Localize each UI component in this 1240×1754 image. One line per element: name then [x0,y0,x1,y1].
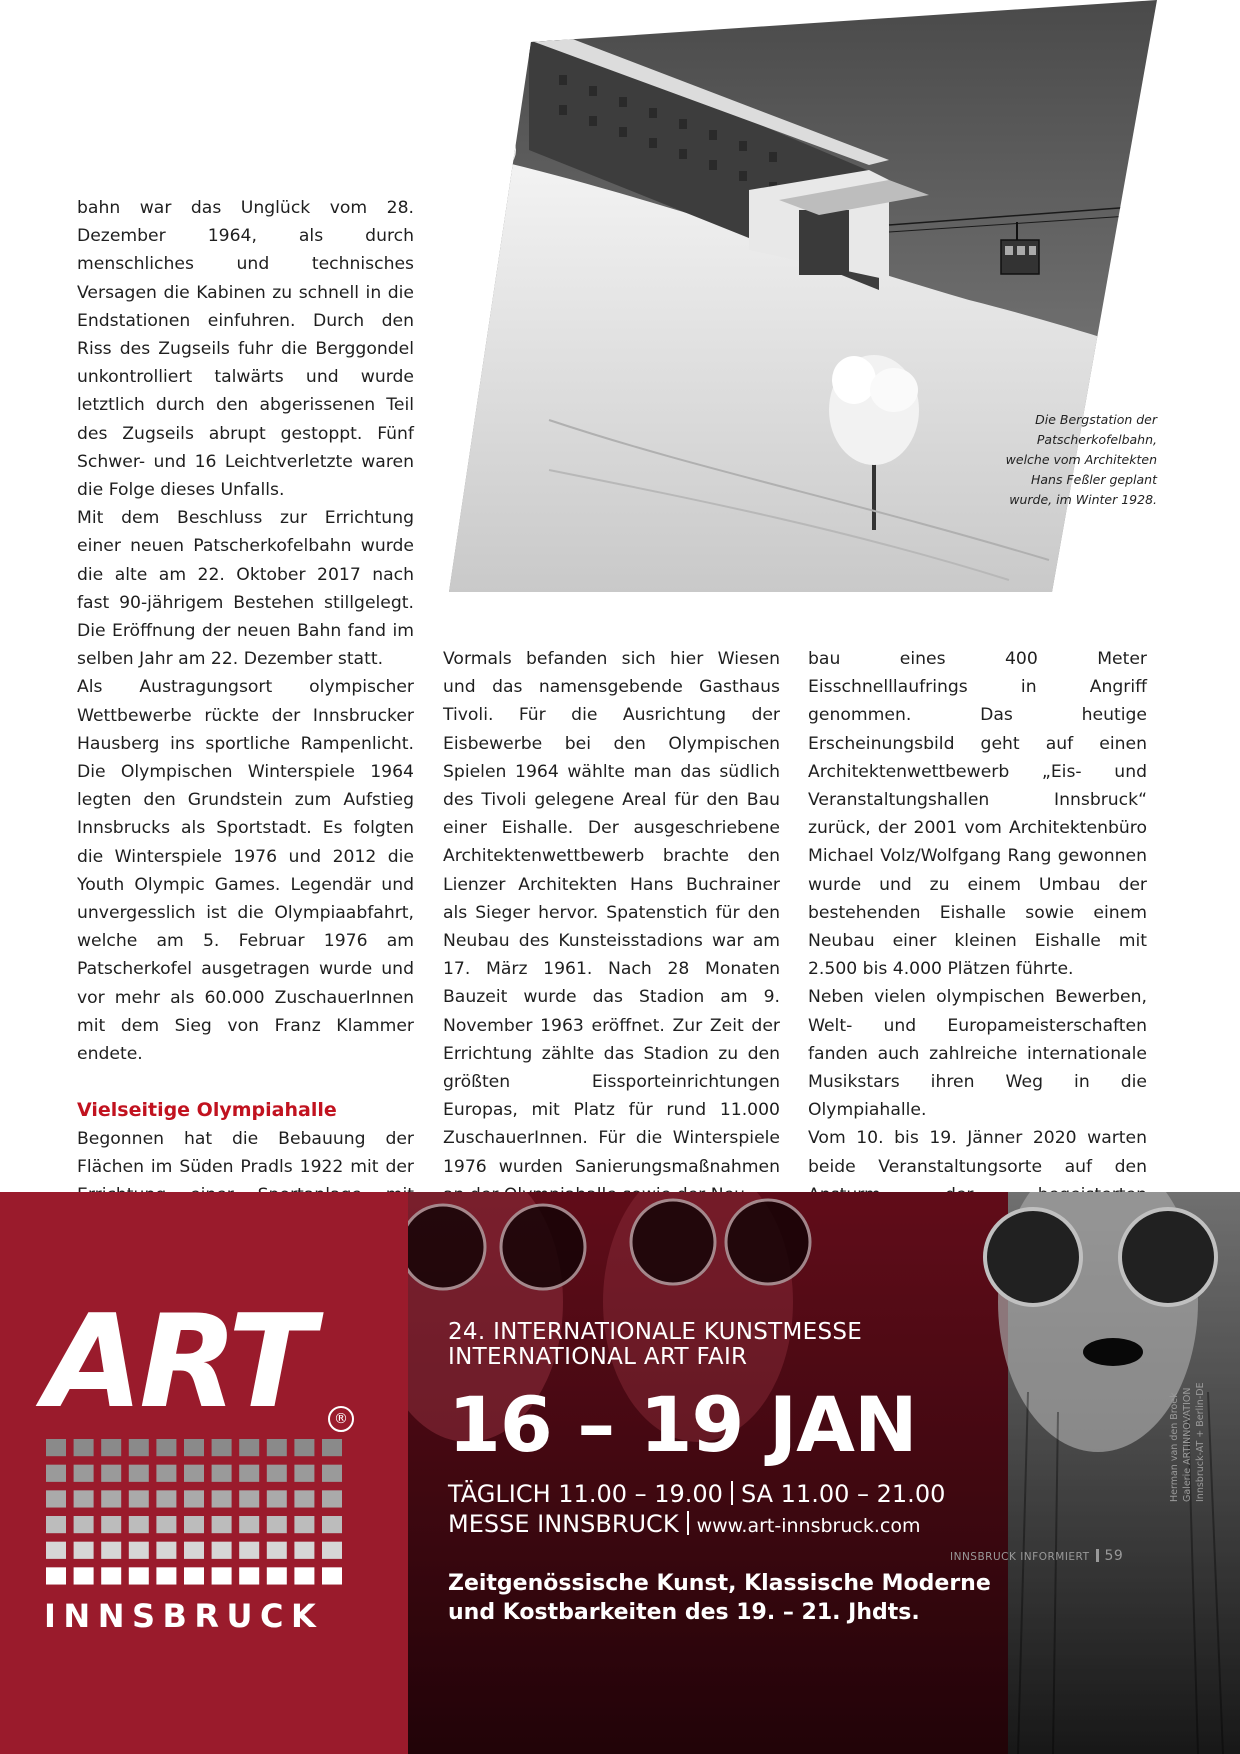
logo-grid-square [101,1516,121,1533]
logo-grid-square [267,1542,287,1559]
logo-grid-square [184,1567,204,1584]
credit-line: Galerie ARTINNOVATION [1182,1387,1193,1502]
logo-grid-square [184,1542,204,1559]
logo-grid-square [46,1490,66,1507]
logo-grid-square [156,1490,176,1507]
logo-grid-square [267,1490,287,1507]
paragraph: Als Austragungsort olympischer Wettbewerbe rückte der Innsbrucker Hausberg ins sportliche Rampenlicht. Die Olympischen Winterspiele 1964 legten den Grundstein zum Aufstieg Innsbrucks als Sportstadt. Es folgten die Winterspiele 1976 und 2012 die Youth Olympic Games. Legendär und unvergesslich ist die Olympiaabfahrt, welche am 5. Februar 1976 am Patscherkofel ausgetragen wurde und vor mehr als 60.000 ZuschauerInnen mit dem Sieg von Franz Klammer endete. [77,677,414,1065]
logo-grid-square [322,1465,342,1482]
logo-grid-square [74,1490,94,1507]
ad-venue-line [448,1509,920,1541]
logo-grid-square [74,1439,94,1456]
logo-grid-square [46,1567,66,1584]
logo-grid-square [74,1542,94,1559]
logo-city: INNSBRUCK [44,1597,324,1635]
logo-grid-square [267,1567,287,1584]
ad-background-photo [408,1192,1240,1754]
page-footer [950,1548,1123,1564]
logo-grid-square [294,1542,314,1559]
logo-grid-square [46,1542,66,1559]
logo-grid-square [129,1439,149,1456]
logo-grid-square [74,1465,94,1482]
logo-grid-square [46,1465,66,1482]
logo-grid-square [239,1439,259,1456]
logo-grid-square [129,1465,149,1482]
registered-mark: ® [328,1406,354,1432]
logo-wordmark: ART [44,1288,312,1437]
paragraph: Begonnen hat die Bebauung der Flächen im Süden Pradls 1922 mit der [77,1128,414,1177]
logo-grid-square [239,1567,259,1584]
logo-grid-square [212,1490,232,1507]
logo-grid-square [184,1490,204,1507]
logo-grid-square [129,1516,149,1533]
logo-grid-square [184,1465,204,1482]
logo-grid-square [156,1516,176,1533]
logo-grid-square [156,1567,176,1584]
article-column-3 [808,645,1147,1270]
logo-grid-square [184,1516,204,1533]
logo-grid-square [156,1465,176,1482]
logo-grid-square [322,1542,342,1559]
hours-daily: TÄGLICH 11.00 – 19.00 [448,1480,723,1508]
logo-grid-square [212,1439,232,1456]
divider [731,1481,733,1505]
ad-description-line-2: und Kostbarkeiten des 19. – 21. Jhdts. [448,1600,920,1625]
venue-name: MESSE INNSBRUCK [448,1510,679,1538]
paragraph: bau eines 400 Meter Eisschnelllaufrings in Angriff genommen. Das heutige Erscheinungsbild geht auf einen Architektenwettbewerb „Eis- und Veranstaltungshallen Innsbruck“ zurück, der 2001 vom Architektenbüro Michael Volz/Wolfgang Rang gewonnen wurde und zu einem Umbau der bestehenden Eishalle sowie einem Neubau einer kleinen Eishalle mit 2.500 bis 4.000 Plätzen führte. [808,649,1147,980]
logo-grid-square [322,1439,342,1456]
logo-grid-square [156,1439,176,1456]
section-heading: Vielseitige Olympiahalle [77,1099,337,1122]
logo-grid-square [322,1567,342,1584]
logo-grid-square [46,1516,66,1533]
paragraph-text: Vom 10. bis 19. Jänner 2020 warten beide Veranstaltungsorte auf den [808,1128,1147,1177]
logo-grid-square [129,1567,149,1584]
art-fair-advertisement[interactable] [0,1192,1240,1754]
ad-description-line-1: Zeitgenössische Kunst, Klassische Moderne [448,1571,991,1596]
logo-grid-square [294,1439,314,1456]
logo-grid-square [101,1439,121,1456]
logo-grid-square [294,1516,314,1533]
logo-grid-square [184,1439,204,1456]
paragraph: Vormals befanden sich hier Wiesen und das namensgebende Gasthaus Tivoli. Für die Ausrichtung der Eisbewerbe bei den Olympischen Spielen 1964 wählte man das südlich des Tivoli gelegene Areal für den Bau einer Eishalle. Der ausgeschriebene Architektenwettbewerb brachte den Lienzer Architekten Hans Buchrainer als Sieger hervor. Spatenstich für den Neubau des Kunsteisstadions war am 17. März 1961. Nach 28 Monaten Bauzeit wurde das Stadion am 9. November 1963 eröffnet. Zur Zeit der Errichtung zählte das Stadion zu den größten Eissporteinrichtungen Europas, mit Platz für rund 11.000 ZuschauerInnen. Für die Winterspiele 1976 wurden Sanierungsmaßnahmen [443,649,780,1177]
logo-grid-square [294,1567,314,1584]
ad-dates: 16 – 19 JAN [448,1380,917,1469]
page-number: 59 [1104,1548,1124,1564]
logo-grid-square [129,1490,149,1507]
logo-grid-square [322,1490,342,1507]
footer-divider [1096,1549,1099,1562]
logo-grid-square [322,1516,342,1533]
divider [687,1511,689,1535]
credit-line: Innsbruck-AT + Berlin-DE [1195,1382,1206,1502]
logo-grid-square [156,1542,176,1559]
logo-grid-square [212,1567,232,1584]
photo-caption: Die Bergstation der Patscherkofelbahn, welche vom Architekten Hans Feßler geplant wurde, im Winter 1928. [1005,412,1157,507]
photo-credit [1168,1322,1207,1502]
hours-saturday: SA 11.00 – 21.00 [740,1480,946,1508]
article-column-1 [77,194,414,1237]
logo-grid-square [129,1542,149,1559]
logo-grid-square [239,1516,259,1533]
website-link[interactable]: www.art-innsbruck.com [696,1515,921,1537]
ad-opening-hours [448,1479,945,1509]
logo-grid-square [212,1465,232,1482]
logo-grid-square [101,1465,121,1482]
logo-grid-square [239,1542,259,1559]
logo-grid-square [101,1567,121,1584]
logo-grid-square [267,1439,287,1456]
footer-label: INNSBRUCK INFORMIERT [950,1551,1090,1563]
ad-title-line-1: 24. INTERNATIONALE KUNSTMESSE [448,1319,863,1345]
logo-grid-square [294,1490,314,1507]
logo-grid-square [74,1567,94,1584]
paragraph: Mit dem Beschluss zur Errichtung einer neuen Patscherkofelbahn wurde die alte am 22. Oktober 2017 nach fast 90-jährigem Bestehen stillgelegt. Die Eröffnung der neuen Bahn fand im selben Jahr am 22. Dezember statt. [77,508,414,670]
logo-grid-icon [46,1439,350,1589]
logo-grid-square [212,1516,232,1533]
ad-title-line-2: INTERNATIONAL ART FAIR [448,1344,748,1370]
credit-line: Herman van den Broek [1169,1392,1180,1502]
logo-grid-square [239,1490,259,1507]
article-column-2 [443,645,780,1209]
logo-grid-square [101,1490,121,1507]
logo-grid-square [74,1516,94,1533]
logo-grid-square [101,1542,121,1559]
logo-grid-square [239,1465,259,1482]
paragraph: bahn war das Unglück vom 28. Dezember 1964, als durch menschliches und technisches Versagen die Kabinen zu schnell in die Endstationen einfuhren. Durch den Riss des Zugseils fuhr die Berggondel unkontrolliert talwärts und wurde letztlich durch den abgerissenen Teil des Zugseils abrupt gestoppt. Fünf Schwer- und 16 Leichtverletzte waren die Folge dieses Unfalls. [77,198,414,501]
logo-grid-square [267,1516,287,1533]
logo-grid-square [212,1542,232,1559]
logo-grid-square [46,1439,66,1456]
paragraph: Neben vielen olympischen Bewerben, Welt- und Europameisterschaften fanden auch zahlreiche internationale Musikstars ihren Weg in die Olympiahalle. [808,987,1147,1121]
logo-grid-square [267,1465,287,1482]
logo-grid-square [294,1465,314,1482]
